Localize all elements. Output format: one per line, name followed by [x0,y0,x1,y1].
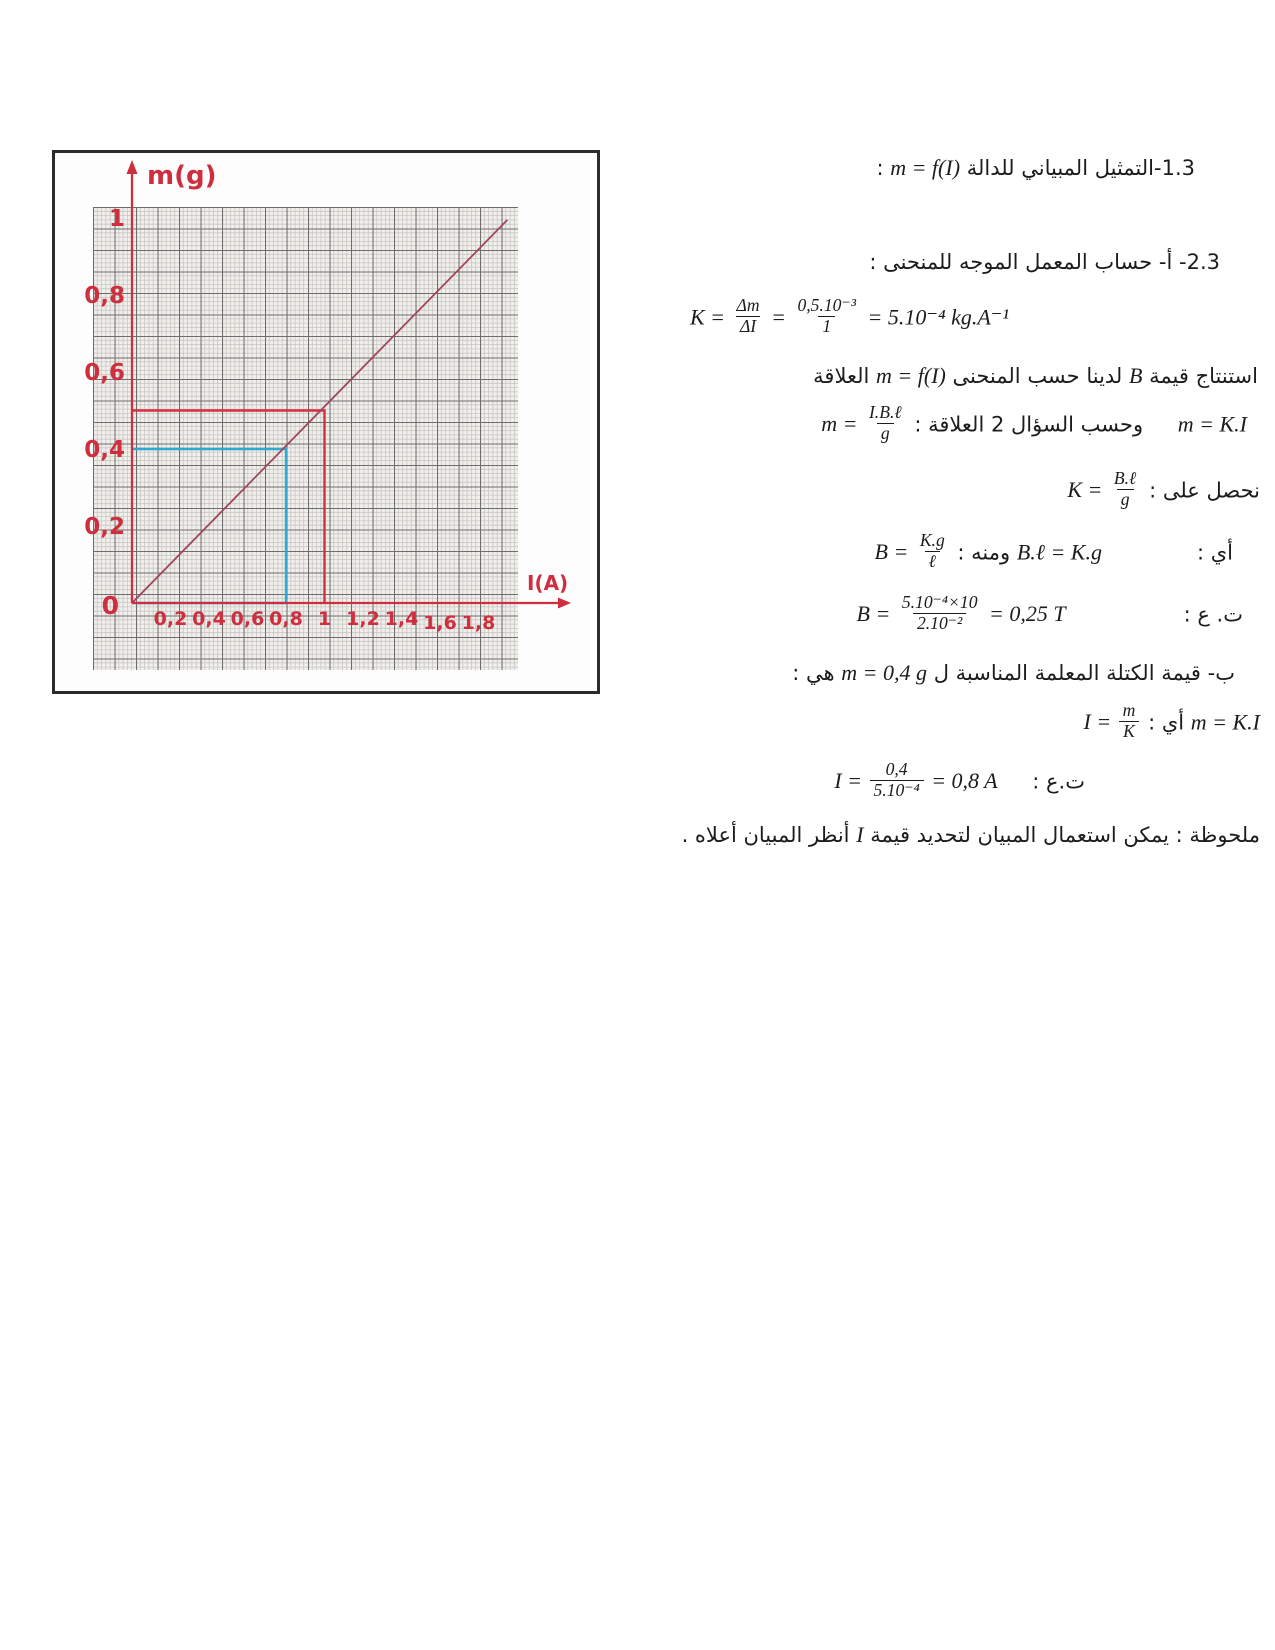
frac-bl-g [1110,469,1140,509]
math-lhs: B = [874,539,914,565]
frac-num: 5.10⁻⁴×10 [901,592,978,612]
math-lhs: B = [856,601,896,627]
y-axis-title: m(g) [147,161,217,191]
k-lhs: K = [690,304,731,330]
heading-1-3-text: 1.3-التمثيل المبياني للدالة [960,156,1195,180]
math-b-value [856,592,1066,633]
y-tick-label: 0,6 [84,360,125,386]
math-bl-kg: B.ℓ = K.g [1016,539,1102,565]
frac-num: 0,4 [885,759,908,779]
x-tick-label: 0,2 [153,608,188,630]
line-ay-derivation [874,530,1233,574]
frac-num: I.B.ℓ [868,402,902,422]
frac-m-k [1119,701,1140,741]
frac-kg-l [916,531,949,571]
y-tick-label: 0,4 [84,437,125,463]
y-tick-label: 0,2 [84,514,125,540]
y-tick-label: 1 [108,206,125,232]
heading-1-3-colon: : [876,156,891,180]
y-tick-label: 0,8 [84,283,125,309]
frac-den: 5.10⁻⁴ [870,780,924,801]
math-m-f-i-2: m = f(I) [876,363,946,388]
math-i-m-k [1083,700,1142,741]
math-b: B [1129,363,1143,388]
text-ta-ain-2: ت.ع : [1025,769,1085,794]
math-m-ki-2: m = K.I [1190,709,1260,735]
x-tick-label: 0,6 [230,608,265,630]
frac-num: K.g [919,530,945,550]
line-i-formula [1083,700,1261,744]
math-i: I [856,822,864,847]
math-b-kg-l [874,530,951,571]
origin-label: 0 [101,591,119,620]
heading-1-3 [876,153,1195,183]
frac-ibl-g [865,403,906,443]
frac-b-value [898,593,982,633]
heading-2-3 [869,248,1220,276]
math-m-04g: m = 0,4 g [841,660,928,685]
math-result: = 0,8 A [925,768,998,794]
graph-figure [52,150,600,694]
text-ay-2: أي : [1141,710,1191,735]
text-ta-ain: ت. ع : [1183,602,1243,627]
x-tick-label: 1,2 [346,608,380,630]
line-numeric-b [856,592,1243,636]
x-tick-label: 0,8 [269,608,303,630]
frac-num: 0,5.10⁻³ [797,295,856,315]
math-k-bl-g [1067,468,1142,509]
x-tick-label: 1,6 [423,612,457,634]
frac-dm-di [733,296,764,336]
frac-i-value [870,760,924,800]
frac-num: Δm [736,295,760,315]
math-lhs: m = [821,411,863,437]
line-we-obtain [1067,468,1260,512]
x-tick-label: 1,8 [461,612,496,634]
line-deduce-b [813,361,1258,391]
math-lhs: I = [834,768,868,794]
line-numeric-i [834,759,1085,803]
frac-den: g [1117,489,1134,510]
formula-k-slope [690,295,1010,339]
math-lhs: K = [1067,477,1108,503]
grid-paper [93,207,518,670]
text-mass-value: ب- قيمة الكتلة المعلمة المناسبة ل [927,661,1235,685]
x-tick-label: 1 [317,608,332,630]
text-hence: ومنه : [950,540,1017,565]
line-b-mass-question [792,658,1235,688]
text-note-end: أنظر المبيان أعلاه . [681,823,857,847]
text-according-curve: لدينا حسب المنحنى [945,364,1130,388]
frac-den: K [1119,721,1139,742]
math-m-ki: m = K.I [1177,411,1247,437]
frac-den: ℓ [925,551,940,572]
math-m-f-i: m = f(I) [890,155,961,180]
text-question-2: وحسب السؤال 2 العلاقة : [907,412,1150,437]
text-we-obtain: نحصل على : [1142,478,1260,503]
frac-05e-3-1 [793,296,860,336]
text-ay: أي : [1196,540,1233,565]
x-axis-title: I(A) [527,571,569,595]
x-tick-label: 1,4 [384,608,419,630]
k-mid: = [765,304,792,330]
y-axis-arrow [127,160,138,174]
math-i-value [834,759,998,800]
frac-den: g [877,423,894,444]
frac-num: B.ℓ [1113,468,1137,488]
x-tick-label: 0,4 [192,608,226,630]
math-lhs: I = [1083,709,1117,735]
text-relation: العلاقة [813,364,877,388]
k-result: = 5.10⁻⁴ kg.A⁻¹ [861,304,1010,330]
text-deduce: استنتاج قيمة [1142,364,1258,388]
math-result: = 0,25 T [983,601,1066,627]
frac-den: 1 [818,316,835,337]
frac-num: m [1122,700,1136,720]
frac-den: ΔI [736,316,760,337]
text-hiya: هي : [792,661,842,685]
frac-den: 2.10⁻² [913,613,966,634]
line-relation-2 [821,402,1247,446]
millimeter-grid [93,207,518,670]
heading-2-3-text: 2.3- أ- حساب المعمل الموجه للمنحنى : [869,250,1220,274]
line-note [682,820,1260,850]
m-vs-i-chart [55,153,597,691]
x-axis-arrow [558,598,571,609]
math-m-ibl-g [821,402,907,443]
text-note: ملحوظة : يمكن استعمال المبيان لتحديد قيمة [863,823,1260,847]
